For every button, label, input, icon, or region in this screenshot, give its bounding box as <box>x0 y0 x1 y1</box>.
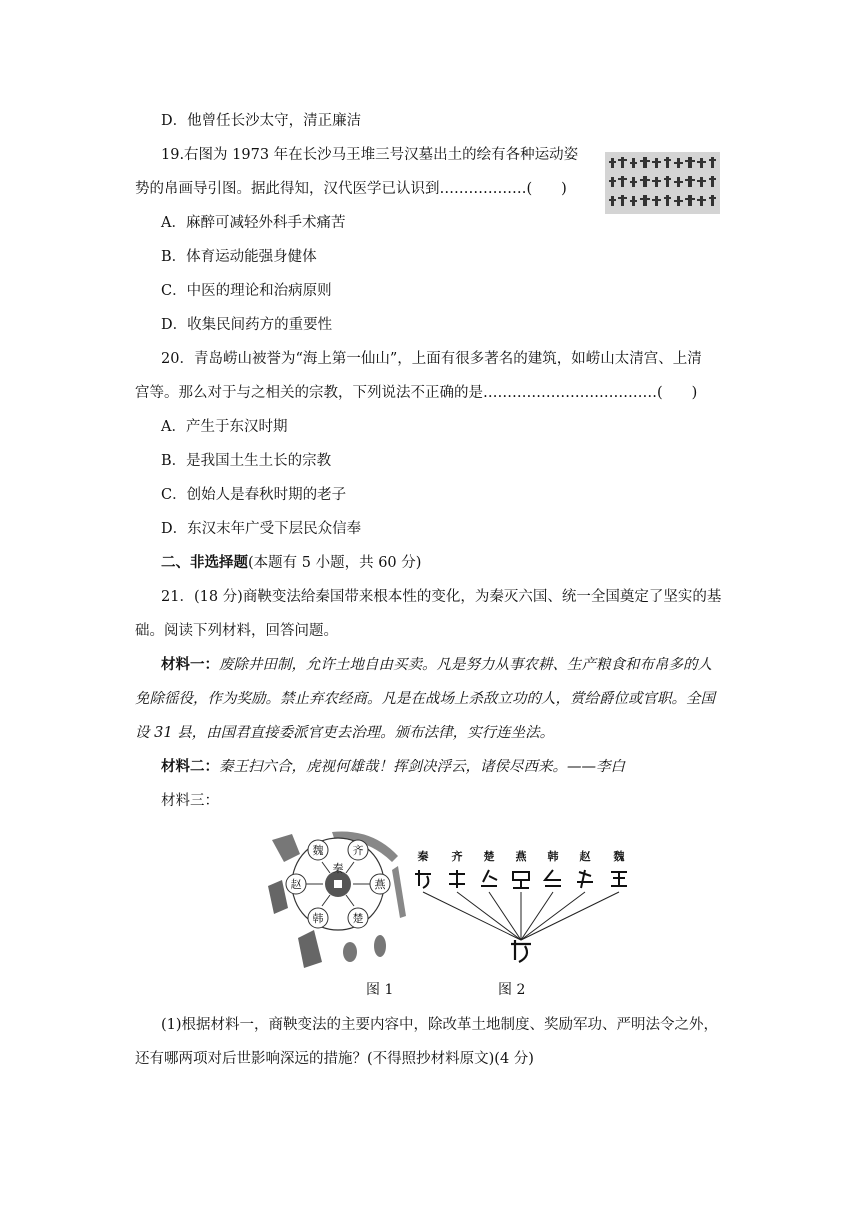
fig1-center-label: 秦 <box>332 862 344 875</box>
q20-option-a: A．产生于东汉时期 <box>161 419 288 435</box>
material-2 <box>161 757 625 777</box>
fig2-state-label: 魏 <box>613 850 625 863</box>
q20-option-c: C．创始人是春秋时期的老子 <box>161 487 347 503</box>
material-1-label: 材料一： <box>161 656 219 673</box>
fig1-state-label: 燕 <box>374 878 386 891</box>
fig1-state-label: 魏 <box>312 844 324 857</box>
q19-option-b: B．体育运动能强身健体 <box>161 249 317 265</box>
spade-coin-icon <box>268 880 288 914</box>
material-2-label: 材料二： <box>161 758 219 775</box>
q19-option-d: D．收集民间药方的重要性 <box>161 317 333 333</box>
q19-stem-line1: 19.右图为 1973 年在长沙马王堆三号汉墓出土的绘有各种运动姿 <box>161 147 579 163</box>
material-1-text: 废除井田制，允许土地自由买卖。凡是努力从事农耕、生产粮食和布帛多的人 <box>219 657 712 673</box>
q21-stem-line2: 础。阅读下列材料，回答问题。 <box>135 623 338 639</box>
section-heading <box>161 553 421 573</box>
figure-2-diagram <box>405 846 665 966</box>
q19-stem-line2: 势的帛画导引图。据此得知，汉代医学已认识到………………( ) <box>135 181 567 197</box>
fig1-state-label: 楚 <box>352 912 364 925</box>
material-3-label: 材料三： <box>161 793 219 809</box>
ancient-script-glyphs <box>415 870 627 888</box>
figure-1-diagram <box>262 826 412 976</box>
material-2-text: 秦王扫六合，虎视何雄哉！挥剑决浮云，诸侯尽西来。——李白 <box>219 759 625 775</box>
q20-stem-line2: 宫等。那么对于与之相关的宗教，下列说法不正确的是………………………………( ) <box>135 385 698 401</box>
q21-stem-line1: 21．(18 分)商鞅变法给秦国带来根本性的变化，为秦灭六国、统一全国奠定了坚实的基 <box>161 589 722 605</box>
q20-option-d: D．东汉末年广受下层民众信奉 <box>161 521 362 537</box>
fig2-state-label: 秦 <box>417 850 429 863</box>
q20-option-b: B．是我国土生土长的宗教 <box>161 453 332 469</box>
q21-sub1-line1: (1)根据材料一，商鞅变法的主要内容中，除改革土地制度、奖励军功、严明法令之外， <box>161 1017 719 1033</box>
fig2-state-label: 齐 <box>451 850 463 863</box>
ant-nose-coin-icon <box>374 935 386 957</box>
q21-sub1-line2: 还有哪两项对后世影响深远的措施？(不得照抄材料原文)(4 分) <box>135 1051 534 1067</box>
section-note: (本题有 5 小题，共 60 分) <box>248 555 422 571</box>
silk-painting-image <box>605 152 720 214</box>
q18-option-d: D．他曾任长沙太守，清正廉洁 <box>161 113 362 129</box>
fig2-state-label: 韩 <box>547 850 559 863</box>
ancient-coin-icon <box>272 834 300 862</box>
fig2-state-label: 赵 <box>579 850 591 863</box>
spade-coin-icon <box>298 930 322 968</box>
material-1-line3: 设 31 县，由国君直接委派官吏去治理。颁布法律，实行连坐法。 <box>135 725 555 741</box>
section-title: 二、非选择题 <box>161 554 248 571</box>
fig2-state-label: 燕 <box>515 850 527 863</box>
knife-money-icon <box>392 866 406 918</box>
fig1-state-label: 韩 <box>312 912 324 925</box>
unified-script-glyph <box>511 940 531 962</box>
q20-stem-line1: 20．青岛崂山被誉为“海上第一仙山”，上面有很多著名的建筑，如崂山太清宫、上清 <box>161 351 702 367</box>
fig1-state-label: 赵 <box>290 878 302 891</box>
fig2-state-label: 楚 <box>483 850 495 863</box>
ant-nose-coin-icon <box>343 942 357 962</box>
material-1-line2: 免除徭役，作为奖励。禁止弃农经商。凡是在战场上杀敌立功的人，赏给爵位或官职。全国 <box>135 691 715 707</box>
figure-1-caption: 图 1 <box>366 982 394 998</box>
fig1-state-label: 齐 <box>352 844 364 857</box>
figure-2-caption: 图 2 <box>498 982 526 998</box>
q19-option-c: C．中医的理论和治病原则 <box>161 283 332 299</box>
q19-option-a: A．麻醉可减轻外科手术痛苦 <box>161 215 346 231</box>
material-1-line1 <box>161 655 712 675</box>
